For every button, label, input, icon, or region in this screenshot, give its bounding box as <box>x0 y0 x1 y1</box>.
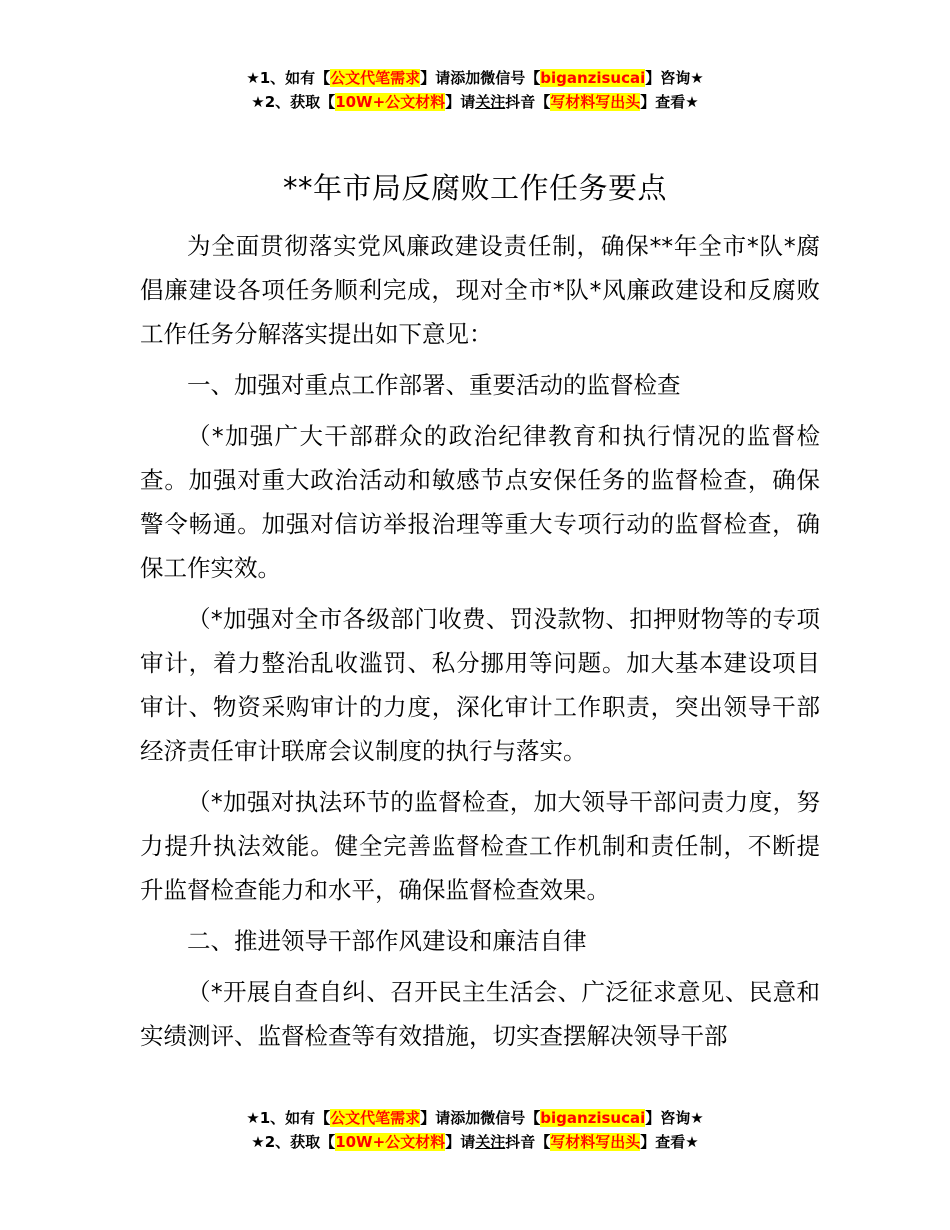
promo-text: 】请 <box>445 1133 476 1151</box>
promo-text: 】咨询★ <box>645 1109 704 1127</box>
promo-highlight: 公文代笔需求 <box>330 1109 421 1127</box>
promo-line-2 <box>0 90 950 114</box>
promo-text: ★2、获取【 <box>251 93 336 111</box>
promo-highlight: 写材料写出头 <box>550 1133 641 1151</box>
promo-text: 】查看★ <box>640 1133 699 1151</box>
promo-line-2 <box>0 1130 950 1154</box>
paragraph-item: （*加强广大干部群众的政治纪律教育和执行情况的监督检查。加强对重大政治活动和敏感节点安保任务的监督检查，确保警令畅通。加强对信访举报治理等重大专项行动的监督检查，确保工作实效。 <box>140 422 820 582</box>
promo-text: ★1、如有【 <box>246 69 331 87</box>
document-body <box>140 224 820 1058</box>
promo-text: 】请添加微信号【 <box>420 1109 541 1127</box>
paragraph-item: （*加强对执法环节的监督检查，加大领导干部问责力度，努力提升执法效能。健全完善监督检查工作机制和责任制，不断提升监督检查能力和水平，确保监督检查效果。 <box>140 788 820 904</box>
promo-text: ★1、如有【 <box>246 1109 331 1127</box>
promo-text: 】请添加微信号【 <box>420 69 541 87</box>
document-title: **年市局反腐败工作任务要点 <box>282 171 667 205</box>
promo-text: 抖音【 <box>505 1133 551 1151</box>
paragraph-intro: 为全面贯彻落实党风廉政建设责任制，确保**年全市*队*腐倡廉建设各项任务顺利完成，现对全市*队*风廉政建设和反腐败工作任务分解落实提出如下意见： <box>140 232 820 348</box>
promo-text: 】咨询★ <box>645 69 704 87</box>
promo-underlined: 关注 <box>475 93 506 111</box>
paragraph-item: （*加强对全市各级部门收费、罚没款物、扣押财物等的专项审计，着力整治乱收滥罚、私分挪用等问题。加大基本建设项目审计、物资采购审计的力度，深化审计工作职责，突出领导干部经济责任审计联席会议制度的执行与落实。 <box>140 605 820 765</box>
promo-highlight: 10W+公文材料 <box>335 1133 446 1151</box>
promo-banner-bottom <box>0 1106 950 1154</box>
section-heading-1: 一、加强对重点工作部署、重要活动的监督检查 <box>187 371 681 399</box>
promo-highlight: 写材料写出头 <box>550 93 641 111</box>
promo-highlight: 10W+公文材料 <box>335 93 446 111</box>
wechat-id-highlight: biganzisucai <box>540 1109 646 1127</box>
promo-line-1 <box>0 1106 950 1130</box>
promo-text: 抖音【 <box>505 93 551 111</box>
promo-underlined: 关注 <box>475 1133 506 1151</box>
promo-line-1 <box>0 66 950 90</box>
promo-banner-top <box>0 66 950 114</box>
promo-text: 】请 <box>445 93 476 111</box>
promo-highlight: 公文代笔需求 <box>330 69 421 87</box>
wechat-id-highlight: biganzisucai <box>540 69 646 87</box>
paragraph-item: （*开展自查自纠、召开民主生活会、广泛征求意见、民意和实绩测评、监督检查等有效措施，切实查摆解决领导干部 <box>140 978 820 1050</box>
section-heading-2: 二、推进领导干部作风建设和廉洁自律 <box>187 927 587 955</box>
promo-text: 】查看★ <box>640 93 699 111</box>
promo-text: ★2、获取【 <box>251 1133 336 1151</box>
